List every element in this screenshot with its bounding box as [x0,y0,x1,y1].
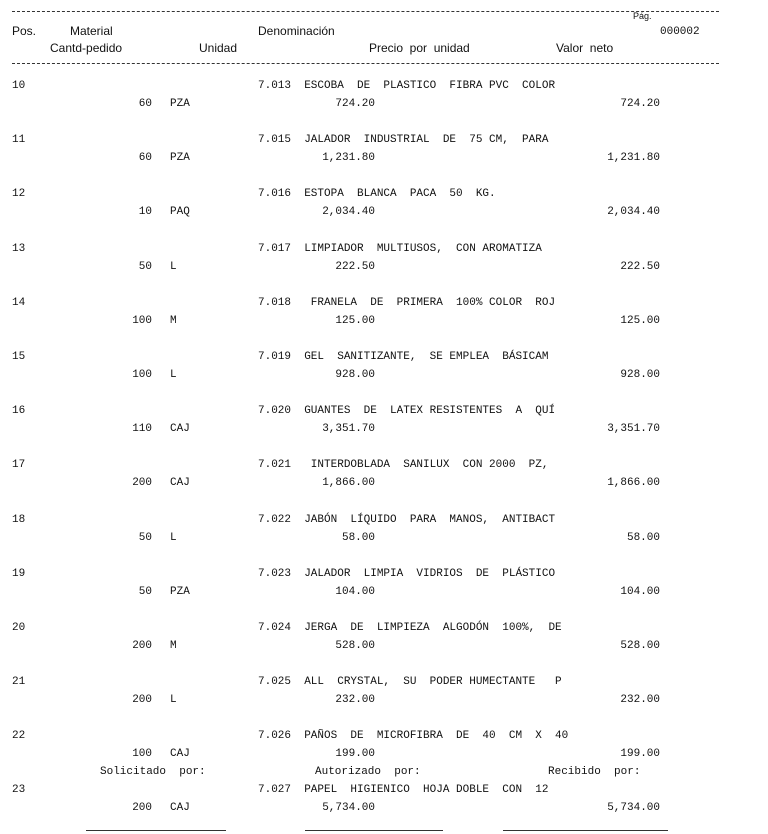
item-pos: 15 [12,351,26,363]
item-unit: L [170,694,177,706]
item-price: 199.00 [335,748,375,760]
item-unit: PZA [170,152,190,164]
item-description: 7.024 JERGA DE LIMPIEZA ALGODÓN 100%, DE [258,622,562,634]
item-value: 222.50 [620,261,660,273]
item-value: 199.00 [620,748,660,760]
signature-line-recibido [503,830,668,831]
item-pos: 20 [12,622,26,634]
item-price: 232.00 [335,694,375,706]
item-pos: 12 [12,188,26,200]
item-qty: 60 [138,152,152,164]
item-unit: CAJ [170,477,190,489]
item-price: 928.00 [335,369,375,381]
item-value: 125.00 [620,315,660,327]
item-price: 5,734.00 [322,802,375,814]
item-description: 7.019 GEL SANITIZANTE, SE EMPLEA BÁSICAM [258,351,549,363]
item-description: 7.015 JALADOR INDUSTRIAL DE 75 CM, PARA [258,134,549,146]
item-qty: 100 [132,315,152,327]
item-pos: 19 [12,568,26,580]
item-pos: 23 [12,784,26,796]
header-top-rule [12,11,719,12]
item-unit: CAJ [170,802,190,814]
item-description: 7.022 JABÓN LÍQUIDO PARA MANOS, ANTIBACT [258,514,556,526]
item-qty: 100 [132,369,152,381]
item-value: 58.00 [626,532,660,544]
column-header-cantd-pedido: Cantd-pedido [50,41,123,55]
item-unit: CAJ [170,423,190,435]
item-qty: 200 [132,802,152,814]
item-value: 232.00 [620,694,660,706]
item-unit: L [170,261,177,273]
item-description: 7.027 PAPEL HIGIENICO HOJA DOBLE CON 12 [258,784,549,796]
item-unit: PZA [170,586,190,598]
signature-line-solicitado [86,830,226,831]
item-qty: 110 [132,423,152,435]
item-value: 1,866.00 [607,477,660,489]
item-value: 528.00 [620,640,660,652]
item-pos: 16 [12,405,26,417]
item-description: 7.025 ALL CRYSTAL, SU PODER HUMECTANTE P [258,676,562,688]
item-description: 7.023 JALADOR LIMPIA VIDRIOS DE PLÁSTICO [258,568,556,580]
column-header-material: Material [70,24,113,38]
item-qty: 200 [132,477,152,489]
item-qty: 60 [138,98,152,110]
item-description: 7.013 ESCOBA DE PLASTICO FIBRA PVC COLOR [258,80,556,92]
item-pos: 21 [12,676,26,688]
signature-label-solicitado: Solicitado por: [100,766,206,778]
signature-label-autorizado: Autorizado por: [315,766,421,778]
item-qty: 10 [138,206,152,218]
item-price: 724.20 [335,98,375,110]
item-description: 7.021 INTERDOBLADA SANILUX CON 2000 PZ, [258,459,549,471]
item-unit: M [170,640,177,652]
item-qty: 50 [138,532,152,544]
item-description: 7.026 PAÑOS DE MICROFIBRA DE 40 CM X 40 [258,730,569,742]
column-header-precio-unidad: Precio por unidad [369,41,470,55]
item-description: 7.017 LIMPIADOR MULTIUSOS, CON AROMATIZA [258,243,542,255]
item-pos: 14 [12,297,26,309]
item-unit: PZA [170,98,190,110]
item-pos: 11 [12,134,26,146]
item-unit: PAQ [170,206,190,218]
item-price: 222.50 [335,261,375,273]
item-price: 2,034.40 [322,206,375,218]
signature-line-autorizado [305,830,443,831]
item-qty: 50 [138,261,152,273]
item-pos: 10 [12,80,26,92]
page-label: Pág. [633,11,652,21]
column-header-pos: Pos. [12,24,37,38]
item-qty: 200 [132,640,152,652]
item-pos: 17 [12,459,26,471]
item-qty: 100 [132,748,152,760]
item-description: 7.016 ESTOPA BLANCA PACA 50 KG. [258,188,496,200]
item-price: 104.00 [335,586,375,598]
column-header-denominacion: Denominación [258,24,335,38]
item-price: 125.00 [335,315,375,327]
item-description: 7.020 GUANTES DE LATEX RESISTENTES A QUÍ [258,405,556,417]
item-description: 7.018 FRANELA DE PRIMERA 100% COLOR ROJ [258,297,556,309]
item-qty: 200 [132,694,152,706]
column-header-unidad: Unidad [199,41,238,55]
header-bottom-rule [12,63,719,64]
item-pos: 18 [12,514,26,526]
signature-label-recibido: Recibido por: [548,766,641,778]
item-value: 5,734.00 [607,802,660,814]
item-price: 1,231.80 [322,152,375,164]
item-unit: L [170,532,177,544]
page-number: 000002 [660,26,700,38]
item-price: 1,866.00 [322,477,375,489]
item-pos: 13 [12,243,26,255]
item-unit: CAJ [170,748,190,760]
item-pos: 22 [12,730,26,742]
item-price: 528.00 [335,640,375,652]
item-value: 2,034.40 [607,206,660,218]
item-value: 3,351.70 [607,423,660,435]
item-value: 1,231.80 [607,152,660,164]
item-qty: 50 [138,586,152,598]
item-value: 724.20 [620,98,660,110]
item-value: 928.00 [620,369,660,381]
item-price: 3,351.70 [322,423,375,435]
item-unit: M [170,315,177,327]
item-unit: L [170,369,177,381]
column-header-valor-neto: Valor neto [556,41,614,55]
item-price: 58.00 [341,532,375,544]
item-value: 104.00 [620,586,660,598]
